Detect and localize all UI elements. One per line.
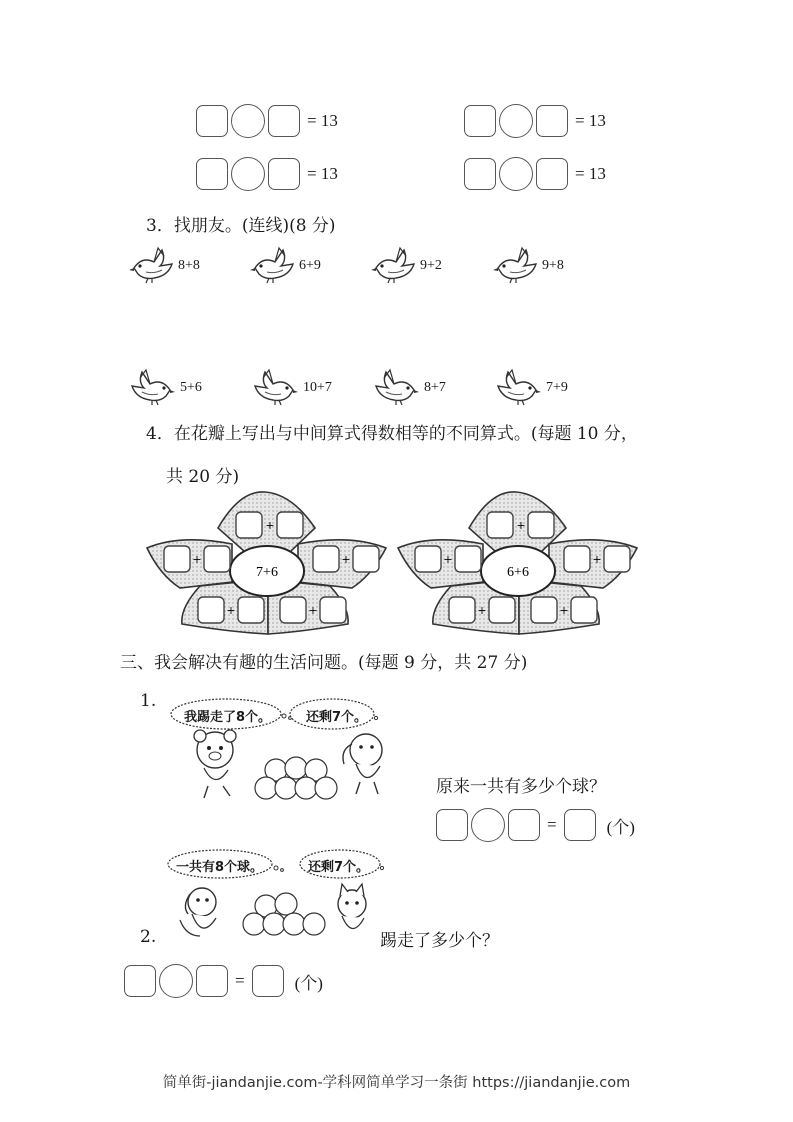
bird-top-3[interactable] [370,246,442,286]
plus-sign: + [265,519,275,532]
petal-input[interactable] [198,597,224,623]
petal-input[interactable] [204,546,230,572]
bird-icon [130,368,176,408]
page-footer: 简单街-jiandanjie.com-学科网简单学习一条街 https://jiandanjie.com [162,1075,631,1091]
plus-sign: + [226,604,236,617]
bird-expression: 5+6 [180,380,202,395]
equation-result: = 13 [307,111,338,130]
operator-circle[interactable] [499,157,533,191]
bird-icon [128,246,174,286]
equation-result: = 13 [575,164,606,183]
bird-icon [249,246,295,286]
operator-circle[interactable] [499,104,533,138]
petal-input[interactable] [236,512,262,538]
bird-icon [492,246,538,286]
bird-top-1[interactable] [128,246,200,286]
bird-icon [374,368,420,408]
q4-heading-line1: 4．在花瓣上写出与中间算式得数相等的不同算式。(每题 10 分， [146,424,638,444]
plus-sign: + [443,553,453,566]
answer-box[interactable] [268,158,300,190]
problem-2-speech-right: 还剩7个。 [308,860,370,875]
bear-icon [194,730,236,798]
petal-input[interactable] [455,546,481,572]
equation-result: = 13 [575,111,606,130]
petal-input[interactable] [571,597,597,623]
equals-sign: = [547,815,557,834]
plus-sign: + [341,553,351,566]
bird-top-2[interactable] [249,246,321,286]
problem-1-question: 原来一共有多少个球？ [436,777,606,797]
dog-icon [180,888,216,936]
flower-2 [398,492,637,634]
flower-1 [147,492,386,634]
plus-sign: + [516,519,526,532]
petal-input[interactable] [277,512,303,538]
answer-box[interactable] [536,158,568,190]
answer-box[interactable] [464,105,496,137]
equation-row-2-right [464,157,606,191]
problem-2-question: 踢走了多少个？ [380,931,499,951]
petal-input[interactable] [320,597,346,623]
answer-box[interactable] [536,105,568,137]
equation-row-1-right [464,104,606,138]
bird-expression: 9+2 [420,258,442,273]
operator-circle[interactable] [231,104,265,138]
plus-sign: + [308,604,318,617]
bird-bottom-3[interactable] [374,368,446,408]
answer-box[interactable] [252,965,284,997]
answer-box[interactable] [464,158,496,190]
petal-input[interactable] [487,512,513,538]
petal-input[interactable] [564,546,590,572]
bird-icon [496,368,542,408]
balls-icon [255,757,337,799]
bird-expression: 6+9 [299,258,321,273]
bird-expression: 8+8 [178,258,200,273]
bird-top-4[interactable] [492,246,564,286]
petal-input[interactable] [164,546,190,572]
cat-icon [338,884,366,929]
operator-circle[interactable] [231,157,265,191]
bird-expression: 10+7 [303,380,332,395]
flower-2-center: 6+6 [507,565,529,580]
unit-label: (个) [606,817,635,837]
petal-input[interactable] [415,546,441,572]
bird-icon [370,246,416,286]
q4-heading-line2: 共 20 分) [166,467,240,487]
petal-input[interactable] [353,546,379,572]
bird-bottom-4[interactable] [496,368,568,408]
petal-input[interactable] [531,597,557,623]
plus-sign: + [192,553,202,566]
bird-expression: 9+8 [542,258,564,273]
answer-box[interactable] [196,158,228,190]
equation-row-1-left [196,104,338,138]
petal-input[interactable] [238,597,264,623]
bird-bottom-2[interactable] [253,368,332,408]
answer-box[interactable] [564,809,596,841]
flower-1-center: 7+6 [256,565,278,580]
q3-heading: 3．找朋友。(连线)(8 分) [146,216,336,236]
petal-input[interactable] [280,597,306,623]
bird-icon [253,368,299,408]
problem-1-number: 1. [140,691,157,711]
petal-input[interactable] [528,512,554,538]
operator-circle[interactable] [159,964,193,998]
answer-box[interactable] [196,105,228,137]
equation-row-2-left [196,157,338,191]
operator-circle[interactable] [471,808,505,842]
plus-sign: + [592,553,602,566]
petal-input[interactable] [604,546,630,572]
petal-input[interactable] [449,597,475,623]
answer-box[interactable] [196,965,228,997]
problem-1-equation [436,808,635,842]
problem-2-equation [124,964,323,998]
answer-box[interactable] [268,105,300,137]
problem-2-speech-left: 一共有8个球。 [176,860,264,875]
bird-bottom-1[interactable] [130,368,202,408]
elephant-icon [343,734,382,794]
flowers-figure [140,490,650,635]
balls-icon [243,893,325,935]
equals-sign: = [235,971,245,990]
plus-sign: + [559,604,569,617]
problem-1-speech-left: 我踢走了8个。 [184,710,272,725]
unit-label: (个) [294,973,323,993]
answer-box[interactable] [124,965,156,997]
problem-2-number: 2. [140,927,157,947]
equation-result: = 13 [307,164,338,183]
answer-box[interactable] [436,809,468,841]
answer-box[interactable] [508,809,540,841]
problem-1-speech-right: 还剩7个。 [306,710,368,725]
bird-expression: 8+7 [424,380,446,395]
bird-expression: 7+9 [546,380,568,395]
petal-input[interactable] [313,546,339,572]
plus-sign: + [477,604,487,617]
petal-input[interactable] [489,597,515,623]
section-3-heading: 三、我会解决有趣的生活问题。(每题 9 分，共 27 分) [120,653,528,673]
